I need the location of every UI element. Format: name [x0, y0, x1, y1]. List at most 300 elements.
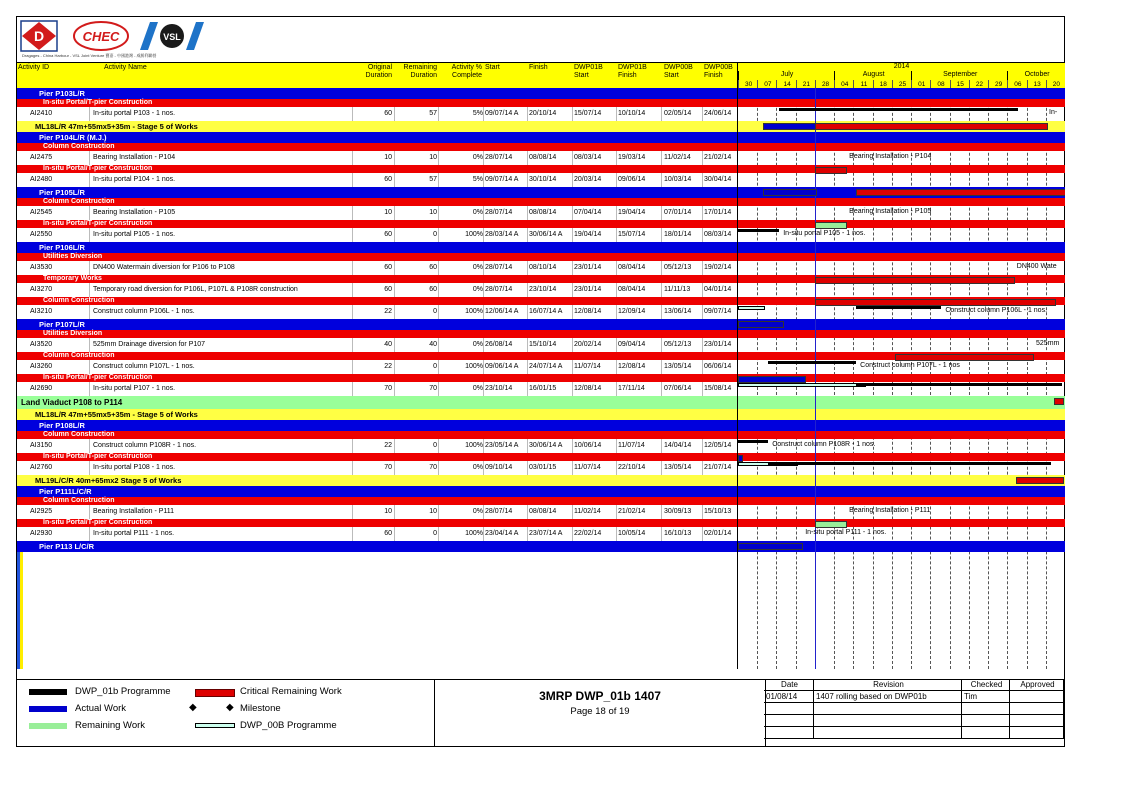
revision-cell	[1010, 703, 1064, 715]
cell-id: AI3520	[30, 341, 53, 348]
cell-d1s: 10/06/14	[574, 442, 602, 449]
wbs-band-red	[17, 143, 737, 151]
column-separator	[527, 382, 528, 396]
cell-d0f: 21/02/14	[704, 154, 732, 161]
gantt-band-red	[738, 497, 1065, 505]
column-separator	[483, 505, 484, 519]
cell-d0s: 13/06/14	[664, 308, 692, 315]
column-separator	[438, 283, 439, 297]
column-separator	[394, 283, 395, 297]
wbs-band-red	[17, 431, 737, 439]
gantt-band-blue	[738, 420, 1065, 431]
legend-dwp00b: DWP_00B Programme	[240, 720, 337, 731]
gantt-bar-actual	[763, 189, 817, 196]
gantt-band-yellow	[738, 409, 1065, 420]
column-separator	[438, 206, 439, 220]
gantt-band-green	[738, 396, 1065, 409]
cell-name: Temporary road diversion for P106L, P107L & P108R construction	[93, 286, 298, 293]
cell-id: AI3150	[30, 442, 53, 449]
cell-d0f: 23/01/14	[704, 341, 732, 348]
cell-d0f: 17/01/14	[704, 209, 732, 216]
wbs-band-blue	[17, 242, 737, 253]
revision-header-cell: Date	[764, 679, 814, 691]
cell-d0f: 04/01/14	[704, 286, 732, 293]
cell-pc: 0%	[472, 341, 483, 348]
column-separator	[483, 360, 484, 374]
column-separator	[394, 228, 395, 242]
timescale-week: 21	[796, 80, 816, 89]
cell-id: AI2545	[30, 209, 53, 216]
cell-d0s: 13/05/14	[664, 464, 692, 471]
column-separator	[394, 360, 395, 374]
column-separator	[352, 151, 353, 165]
cell-d0f: 08/03/14	[704, 231, 732, 238]
cell-name: Construct column P108R - 1 nos.	[93, 442, 197, 449]
column-separator	[527, 173, 528, 187]
column-separator	[572, 461, 573, 475]
wbs-band-label: Land Viaduct P108 to P114	[21, 398, 123, 407]
gantt-bar-critical	[1054, 398, 1064, 405]
column-separator	[89, 338, 90, 352]
revision-cell	[814, 727, 962, 739]
cell-d1f: 10/05/14	[618, 530, 646, 537]
cell-st: 23/05/14 A	[485, 442, 519, 449]
column-separator	[572, 107, 573, 121]
gantt-bar-critical	[815, 167, 847, 174]
column-separator	[661, 505, 662, 519]
column-separator	[89, 228, 90, 242]
gantt-band-red	[738, 431, 1065, 439]
column-separator	[352, 261, 353, 275]
cell-pc: 100%	[465, 363, 483, 370]
column-separator	[352, 107, 353, 121]
svg-text:D: D	[33, 28, 45, 44]
cell-st: 12/06/14 A	[485, 308, 519, 315]
wbs-band-blue	[17, 132, 737, 143]
svg-text:VSL: VSL	[163, 32, 181, 42]
gantt-bar-dwp01b	[738, 229, 779, 232]
header-dwp01b-finish: DWP01B Finish	[618, 64, 647, 79]
column-separator	[394, 261, 395, 275]
legend-dwp01b: DWP_01b Programme	[75, 686, 171, 697]
cell-od: 60	[384, 231, 392, 238]
cell-od: 60	[384, 110, 392, 117]
wbs-band-red	[17, 330, 737, 338]
column-separator	[572, 505, 573, 519]
column-separator	[483, 261, 484, 275]
schedule-title: 3MRP DWP_01b 1407	[539, 689, 661, 703]
gantt-band-red	[738, 519, 1065, 527]
gantt-bar-actual	[738, 376, 806, 383]
activity-row	[17, 461, 737, 476]
column-separator	[89, 206, 90, 220]
revision-cell	[764, 715, 814, 727]
column-separator	[394, 107, 395, 121]
column-separator	[483, 527, 484, 541]
wbs-band-red	[17, 165, 737, 173]
timescale-week: 28	[815, 80, 835, 89]
wbs-band-blue	[17, 420, 737, 431]
cell-id: AI2550	[30, 231, 53, 238]
cell-od: 60	[384, 286, 392, 293]
wbs-band-yellow	[17, 121, 737, 132]
timescale-month: August	[834, 71, 912, 80]
timescale-week: 20	[1046, 80, 1066, 89]
column-separator	[702, 305, 703, 319]
column-separator	[661, 261, 662, 275]
column-separator	[661, 151, 662, 165]
gantt-band-blue	[738, 132, 1065, 143]
cell-od: 10	[384, 209, 392, 216]
legend-swatch-remaining	[29, 723, 67, 729]
gantt-bar-dwp01b	[768, 462, 1051, 465]
cell-d1s: 23/01/14	[574, 286, 602, 293]
cell-od: 60	[384, 264, 392, 271]
column-separator	[89, 283, 90, 297]
column-separator	[527, 527, 528, 541]
column-separator	[89, 173, 90, 187]
column-separator	[483, 439, 484, 453]
cell-d1f: 19/04/14	[618, 209, 646, 216]
wbs-band-label: In-situ Portal/T-pier Construction	[43, 220, 153, 227]
column-separator	[661, 173, 662, 187]
column-separator	[527, 439, 528, 453]
wbs-band-label: ML18L/R 47m+55mx5+35m - Stage 5 of Works	[35, 410, 198, 419]
column-separator	[483, 461, 484, 475]
column-separator	[572, 261, 573, 275]
column-separator	[438, 107, 439, 121]
cell-d0f: 09/07/14	[704, 308, 732, 315]
column-separator	[702, 107, 703, 121]
column-separator	[616, 206, 617, 220]
cell-od: 70	[384, 464, 392, 471]
gantt-bar-critical	[856, 189, 1065, 196]
timescale-week: 01	[911, 80, 931, 89]
cell-d1s: 20/02/14	[574, 341, 602, 348]
wbs-band-label: Pier P111L/C/R	[39, 487, 92, 496]
gantt-bar-dwp01b	[856, 383, 1062, 386]
cell-fi: 24/07/14 A	[529, 363, 563, 370]
cell-d0f: 06/06/14	[704, 363, 732, 370]
cell-pc: 0%	[472, 286, 483, 293]
column-separator	[483, 305, 484, 319]
column-separator	[702, 382, 703, 396]
gantt-band-red	[738, 453, 1065, 461]
cell-pc: 100%	[465, 231, 483, 238]
column-separator	[702, 360, 703, 374]
column-separator	[661, 338, 662, 352]
cell-d1s: 22/02/14	[574, 530, 602, 537]
revision-header-cell: Checked	[962, 679, 1010, 691]
cell-d0f: 02/01/14	[704, 530, 732, 537]
gantt-bar-dwp01b	[856, 306, 941, 309]
gantt-bar-actual	[738, 543, 803, 550]
cell-fi: 23/07/14 A	[529, 530, 563, 537]
cell-d0f: 30/04/14	[704, 176, 732, 183]
wbs-band-label: Utilities Diversion	[43, 253, 103, 260]
column-separator	[438, 527, 439, 541]
cell-d1s: 11/07/14	[574, 363, 601, 370]
column-separator	[661, 527, 662, 541]
activity-row	[17, 382, 737, 397]
cell-name: Construct column P106L - 1 nos.	[93, 308, 195, 315]
cell-st: 28/07/14	[485, 264, 513, 271]
column-separator	[483, 382, 484, 396]
cell-name: In-situ portal P105 - 1 nos.	[93, 231, 176, 238]
column-separator	[438, 461, 439, 475]
column-separator	[702, 283, 703, 297]
cell-d0s: 07/06/14	[664, 385, 692, 392]
cell-d0f: 15/10/13	[704, 508, 732, 515]
cell-pc: 0%	[472, 154, 483, 161]
cell-id: AI2410	[30, 110, 53, 117]
column-separator	[394, 505, 395, 519]
wbs-band-label: Pier P113 L/C/R	[39, 542, 95, 551]
column-separator	[572, 206, 573, 220]
column-separator	[702, 261, 703, 275]
column-separator	[527, 151, 528, 165]
column-separator	[702, 151, 703, 165]
cell-d1f: 08/04/14	[618, 264, 646, 271]
cell-pc: 0%	[472, 508, 483, 515]
column-separator	[352, 206, 353, 220]
column-separator	[527, 338, 528, 352]
gantt-band-blue	[738, 486, 1065, 497]
cell-fi: 30/06/14 A	[529, 231, 563, 238]
cell-name: In-situ portal P111 - 1 nos.	[93, 530, 175, 537]
cell-d0s: 18/01/14	[664, 231, 692, 238]
cell-d0s: 05/12/13	[664, 264, 692, 271]
column-separator	[661, 360, 662, 374]
header-pct-complete: Activity % Complete	[451, 64, 482, 79]
cell-fi: 03/01/15	[529, 464, 557, 471]
timescale-week: 22	[969, 80, 989, 89]
timescale-week: 15	[950, 80, 970, 89]
cell-fi: 08/08/14	[529, 508, 557, 515]
gantt-bar-critical	[895, 354, 1034, 361]
legend-actual: Actual Work	[75, 703, 127, 714]
column-separator	[527, 107, 528, 121]
cell-d1s: 19/04/14	[574, 231, 602, 238]
column-separator	[438, 439, 439, 453]
cell-rd: 10	[429, 508, 437, 515]
timescale-month: July	[738, 71, 835, 80]
header-start: Start	[485, 64, 500, 71]
column-separator	[616, 338, 617, 352]
legend-swatch-dwp01b	[29, 689, 67, 695]
cell-d1f: 09/06/14	[618, 176, 646, 183]
column-separator	[527, 261, 528, 275]
legend-remaining: Remaining Work	[75, 720, 146, 731]
column-separator	[616, 382, 617, 396]
cell-pc: 5%	[472, 176, 483, 183]
revision-cell: Tim	[962, 691, 1010, 703]
column-separator	[438, 338, 439, 352]
cell-od: 10	[384, 508, 392, 515]
column-separator	[702, 527, 703, 541]
wbs-band-blue	[17, 541, 737, 552]
cell-d1f: 19/03/14	[618, 154, 646, 161]
column-separator	[527, 206, 528, 220]
column-separator	[483, 338, 484, 352]
column-separator	[438, 305, 439, 319]
gantt-bar-dwp01b	[738, 440, 768, 443]
gantt-bar-remaining	[815, 222, 847, 229]
column-separator	[702, 338, 703, 352]
column-separator	[352, 461, 353, 475]
column-separator	[616, 360, 617, 374]
cell-rd: 70	[429, 464, 437, 471]
column-separator	[616, 151, 617, 165]
cell-id: AI2930	[30, 530, 53, 537]
cell-d1f: 08/04/14	[618, 286, 646, 293]
cell-od: 22	[384, 442, 392, 449]
column-separator	[572, 338, 573, 352]
wbs-band-red	[17, 99, 737, 107]
cell-id: AI2690	[30, 385, 53, 392]
header-orig-duration: Original Duration	[365, 64, 392, 79]
column-separator	[483, 151, 484, 165]
column-separator	[89, 382, 90, 396]
cell-d0f: 19/02/14	[704, 264, 732, 271]
activity-row	[17, 151, 737, 166]
column-separator	[572, 439, 573, 453]
cell-name: Bearing Installation - P104	[93, 154, 176, 161]
revision-cell: 1407 rolling based on DWP01b	[814, 691, 962, 703]
gantt-band-red	[738, 99, 1065, 107]
gantt-bar-label: Bearing Installation - P104	[849, 153, 932, 160]
activity-row	[17, 338, 737, 353]
revision-header-cell: Approved	[1010, 679, 1064, 691]
gantt-bar-actual	[763, 123, 817, 130]
column-separator	[394, 461, 395, 475]
cell-pc: 0%	[472, 385, 483, 392]
cell-st: 09/10/14	[485, 464, 513, 471]
gantt-bar-dwp00b	[738, 306, 765, 310]
column-separator	[89, 527, 90, 541]
column-separator	[438, 261, 439, 275]
column-separator	[702, 173, 703, 187]
cell-d0s: 07/01/14	[664, 209, 692, 216]
column-separator	[661, 439, 662, 453]
wbs-band-blue	[17, 319, 737, 330]
column-separator	[702, 228, 703, 242]
column-separator	[572, 228, 573, 242]
gantt-bar-remaining	[815, 521, 847, 528]
column-separator	[527, 283, 528, 297]
header-activity-name: Activity Name	[104, 64, 147, 71]
revision-cell	[814, 703, 962, 715]
revision-cell	[1010, 727, 1064, 739]
gantt-bar-label: Construct column P108R - 1 nos.	[772, 441, 876, 448]
timescale-week: 07	[757, 80, 777, 89]
cell-d0f: 21/07/14	[704, 464, 732, 471]
timescale-week: 13	[1027, 80, 1047, 89]
column-separator	[438, 505, 439, 519]
legend-swatch-dwp00b	[195, 723, 235, 728]
cell-d0s: 16/10/13	[664, 530, 692, 537]
cell-d1f: 10/10/14	[618, 110, 646, 117]
cell-d1f: 12/09/14	[618, 308, 646, 315]
cell-rd: 57	[429, 176, 437, 183]
gantt-band-red	[738, 165, 1065, 173]
cell-st: 23/04/14 A	[485, 530, 519, 537]
cell-fi: 08/08/14	[529, 209, 557, 216]
gantt-bar-label: Bearing Installation - P105	[849, 208, 932, 215]
column-separator	[527, 461, 528, 475]
timescale-week: 29	[988, 80, 1008, 89]
column-separator	[352, 305, 353, 319]
wbs-band-label: Pier P105L/R	[39, 188, 85, 197]
cell-d0s: 11/02/14	[664, 154, 691, 161]
cell-fi: 30/10/14	[529, 176, 557, 183]
column-separator	[438, 382, 439, 396]
cell-d1s: 20/03/14	[574, 176, 602, 183]
column-separator	[352, 283, 353, 297]
activity-row	[17, 206, 737, 221]
gantt-bar-actual	[738, 321, 784, 328]
legend-milestone: Milestone	[240, 703, 281, 714]
column-separator	[352, 439, 353, 453]
column-separator	[572, 173, 573, 187]
revision-header-cell: Revision	[814, 679, 962, 691]
cell-od: 70	[384, 385, 392, 392]
cell-pc: 100%	[465, 442, 483, 449]
cell-st: 28/03/14 A	[485, 231, 519, 238]
column-separator	[616, 261, 617, 275]
cell-od: 10	[384, 154, 392, 161]
column-separator	[702, 439, 703, 453]
cell-d1s: 08/03/14	[574, 154, 602, 161]
cell-id: AI3530	[30, 264, 53, 271]
gantt-band-blue	[738, 319, 1065, 330]
column-separator	[527, 228, 528, 242]
cell-st: 28/07/14	[485, 209, 513, 216]
column-separator	[527, 305, 528, 319]
timescale-header	[737, 62, 1065, 90]
column-separator	[89, 461, 90, 475]
revision-cell	[1010, 691, 1064, 703]
legend-swatch-critical	[195, 689, 235, 697]
wbs-band-label: Pier P103L/R	[39, 89, 85, 98]
cell-d0s: 14/04/14	[664, 442, 692, 449]
cell-d1s: 23/01/14	[574, 264, 602, 271]
cell-od: 22	[384, 308, 392, 315]
cell-pc: 0%	[472, 209, 483, 216]
header-dwp00b-finish: DWP00B Finish	[704, 64, 733, 79]
cell-d1f: 17/11/14	[618, 385, 645, 392]
wbs-band-label: Column Construction	[43, 198, 115, 205]
timescale-week: 08	[930, 80, 950, 89]
cell-st: 09/07/14 A	[485, 110, 519, 117]
gantt-bar-label: In-	[1049, 109, 1058, 116]
gantt-band-blue	[738, 88, 1065, 99]
cell-fi: 23/10/14	[529, 286, 557, 293]
header-dwp00b-start: DWP00B Start	[664, 64, 693, 79]
wbs-band-blue	[17, 486, 737, 497]
activity-row	[17, 283, 737, 298]
legend-swatch-actual	[29, 706, 67, 712]
wbs-band-label: In-situ Portal/T-pier Construction	[43, 99, 153, 106]
column-separator	[89, 261, 90, 275]
wbs-band-red	[17, 198, 737, 206]
gantt-band-blue	[738, 242, 1065, 253]
cell-d1f: 21/02/14	[618, 508, 646, 515]
wbs-band-red	[17, 253, 737, 261]
wbs-band-label: In-situ Portal/T-pier Construction	[43, 519, 153, 526]
wbs-band-red	[17, 497, 737, 505]
gantt-bar-label: In-situ portal P105 - 1 nos.	[783, 230, 866, 237]
